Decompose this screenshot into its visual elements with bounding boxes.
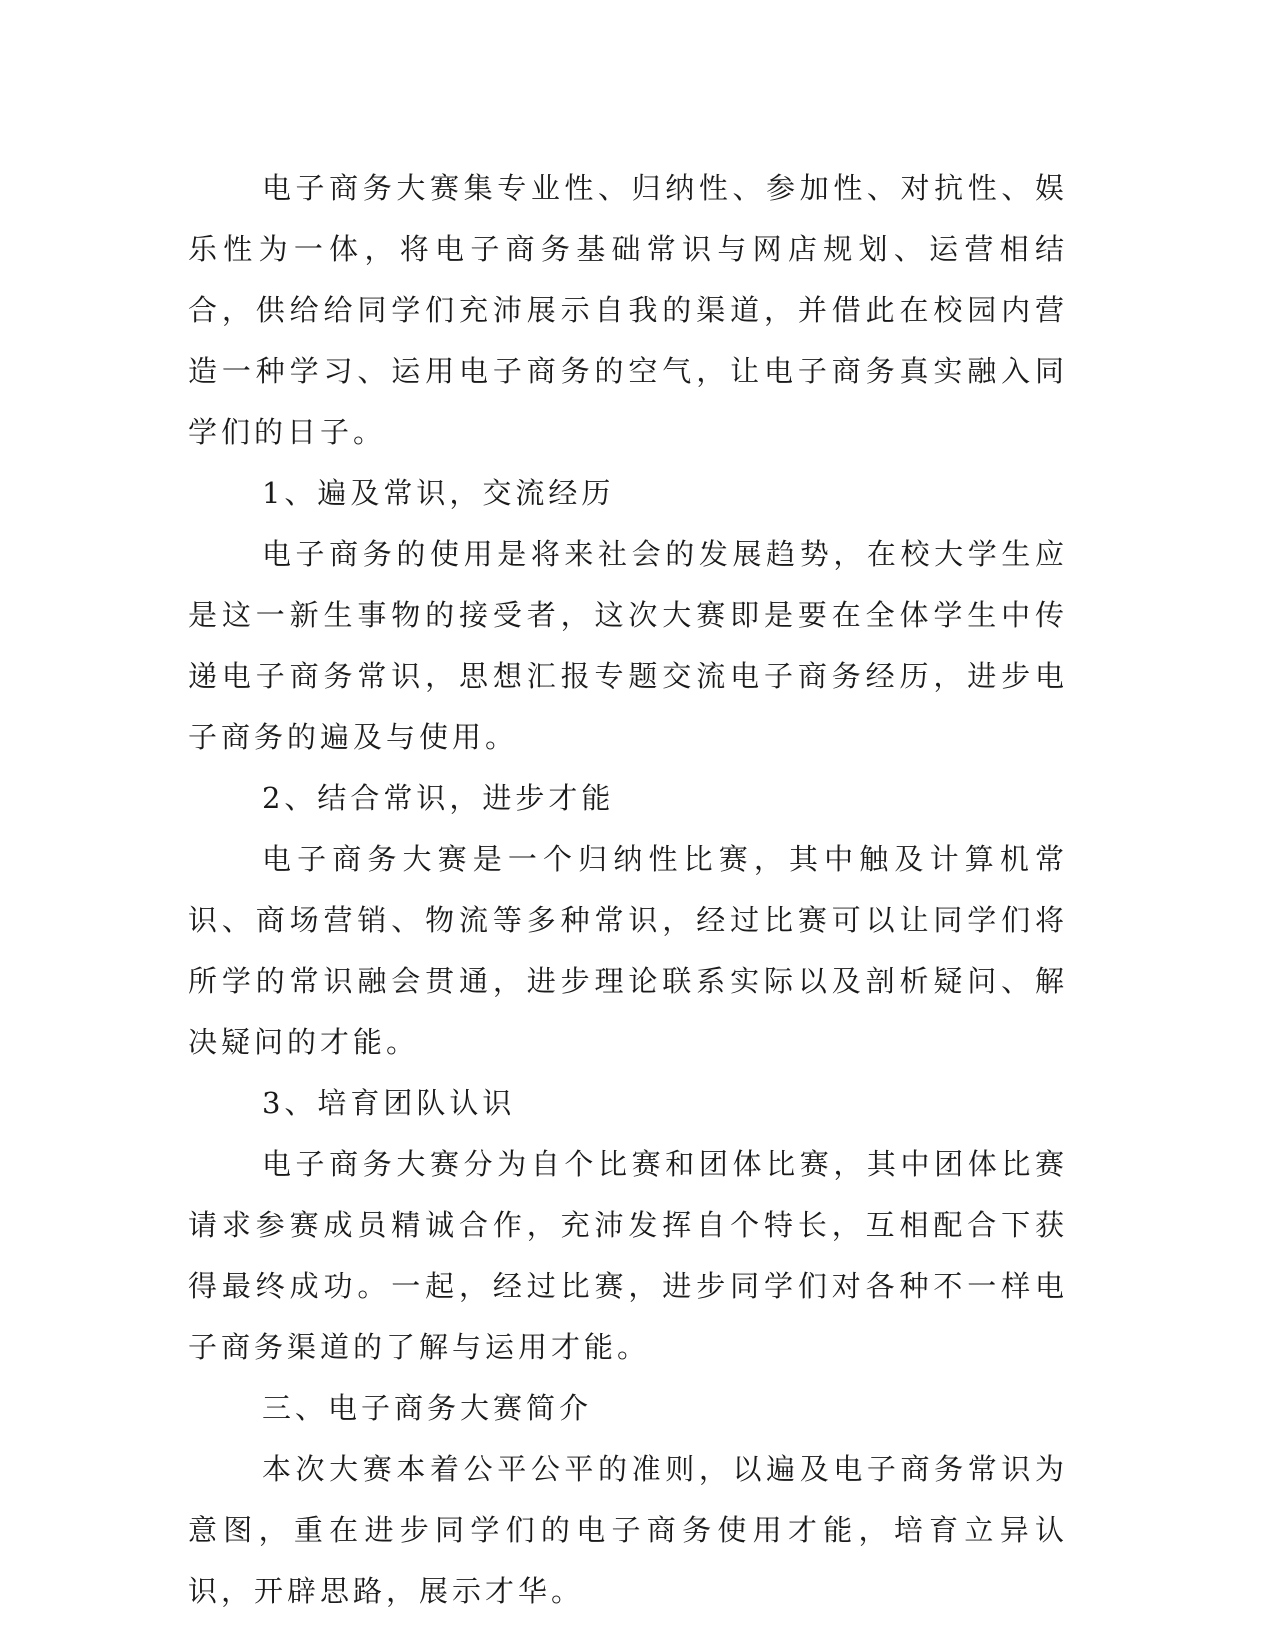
section-heading-3: 3、培育团队认识 [261, 1086, 516, 1120]
section-1-paragraph: 电子商务的使用是将来社会的发展趋势，在校大学生应是这一新生事物的接受者，这次大赛即是要在全体学生中传递电子商务常识，思想汇报专题交流电子商务经历，进步电子商务的遍及与使用。 [188, 537, 1068, 754]
intro-paragraph: 电子商务大赛集专业性、归纳性、参加性、对抗性、娱乐性为一体，将电子商务基础常识与网店规划、运营相结合，供给给同学们充沛展示自我的渠道，并借此在校园内营造一种学习、运用电子商务的空气，让电子商务真实融入同学们的日子。 [188, 171, 1068, 449]
section-heading-1: 1、遍及常识，交流经历 [261, 476, 615, 510]
chapter-heading-3: 三、电子商务大赛简介 [261, 1391, 592, 1425]
document-body [188, 158, 1068, 1622]
section-3-paragraph: 电子商务大赛分为自个比赛和团体比赛，其中团体比赛请求参赛成员精诚合作，充沛发挥自个特长，互相配合下获得最终成功。一起，经过比赛，进步同学们对各种不一样电子商务渠道的了解与运用才能。 [188, 1147, 1068, 1364]
section-heading-2: 2、结合常识，进步才能 [261, 781, 615, 815]
chapter-3-paragraph: 本次大赛本着公平公平的准则，以遍及电子商务常识为意图，重在进步同学们的电子商务使用才能，培育立异认识，开辟思路，展示才华。 [188, 1452, 1068, 1608]
section-2-paragraph: 电子商务大赛是一个归纳性比赛，其中触及计算机常识、商场营销、物流等多种常识，经过比赛可以让同学们将所学的常识融会贯通，进步理论联系实际以及剖析疑问、解决疑问的才能。 [188, 842, 1068, 1059]
